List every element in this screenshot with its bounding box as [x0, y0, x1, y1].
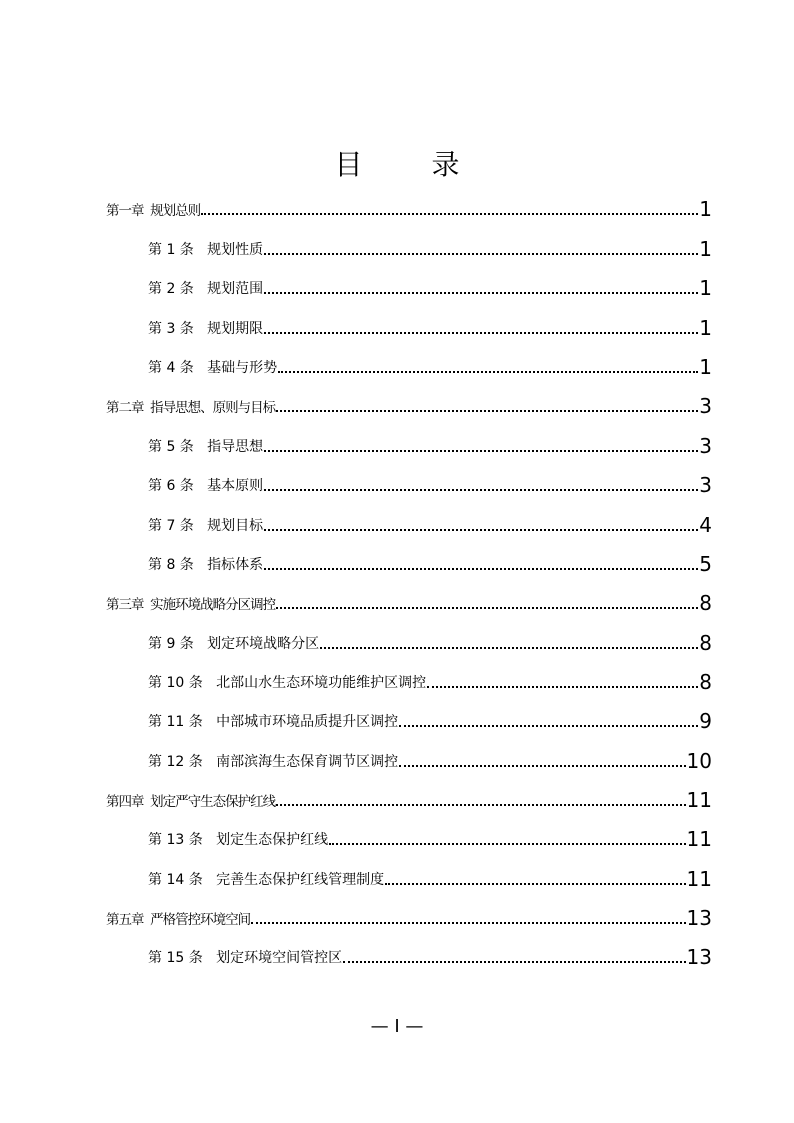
- toc-article-entry[interactable]: [148, 823, 712, 849]
- toc-page-number: 1: [699, 197, 712, 221]
- toc-page-number: 13: [686, 945, 712, 969]
- toc-entry-label: 第四章 划定严守生态保护红线: [106, 794, 276, 810]
- dot-leader: [276, 607, 698, 609]
- toc-entry-label: 第二章 指导思想、原则与目标: [106, 400, 276, 416]
- toc-entry-label: 第三章 实施环境战略分区调控: [106, 597, 276, 613]
- toc-article-entry[interactable]: [148, 548, 712, 574]
- toc-article-entry[interactable]: [148, 745, 712, 771]
- dot-leader: [264, 568, 698, 570]
- toc-page-number: 8: [699, 631, 712, 655]
- dot-leader: [320, 647, 698, 649]
- toc-page-number: 1: [699, 237, 712, 261]
- toc-entry-label: 第 10 条 北部山水生态环境功能维护区调控: [148, 675, 427, 691]
- dot-leader: [201, 213, 698, 215]
- dot-leader: [399, 725, 698, 727]
- toc-page-number: 1: [699, 316, 712, 340]
- toc-page-number: 11: [686, 867, 712, 891]
- toc-page-number: 13: [686, 906, 712, 930]
- toc-entry-label: 第 1 条 规划性质: [148, 242, 264, 258]
- toc-article-entry[interactable]: [148, 469, 712, 495]
- dot-leader: [278, 371, 698, 373]
- dot-leader: [329, 843, 685, 845]
- toc-page-number: 11: [686, 788, 712, 812]
- toc-entry-label: 第一章 规划总则: [106, 203, 201, 219]
- toc-entry-label: 第 15 条 划定环境空间管控区: [148, 950, 343, 966]
- toc-entry-label: 第 2 条 规划范围: [148, 281, 264, 297]
- toc-entry-label: 第 5 条 指导思想: [148, 439, 264, 455]
- dot-leader: [399, 765, 685, 767]
- toc-entry-label: 第 12 条 南部滨海生态保育调节区调控: [148, 754, 399, 770]
- toc-chapter-entry[interactable]: [106, 902, 712, 928]
- dot-leader: [276, 410, 698, 412]
- toc-article-entry[interactable]: [148, 430, 712, 456]
- toc-page-number: 9: [699, 709, 712, 733]
- toc-article-entry[interactable]: [148, 666, 712, 692]
- toc-page-number: 1: [699, 276, 712, 300]
- toc-page-number: 5: [699, 552, 712, 576]
- toc-article-entry[interactable]: [148, 941, 712, 967]
- toc-entry-label: 第 3 条 规划期限: [148, 321, 264, 337]
- toc-entry-label: 第 14 条 完善生态保护红线管理制度: [148, 872, 385, 888]
- dot-leader: [264, 332, 698, 334]
- toc-page-number: 3: [699, 434, 712, 458]
- dot-leader: [264, 292, 698, 294]
- toc-entry-label: 第 11 条 中部城市环境品质提升区调控: [148, 714, 399, 730]
- toc-chapter-entry[interactable]: [106, 784, 712, 810]
- toc-article-entry[interactable]: [148, 863, 712, 889]
- toc-entry-label: 第 13 条 划定生态保护红线: [148, 832, 329, 848]
- dot-leader: [264, 253, 698, 255]
- dot-leader: [264, 489, 698, 491]
- dot-leader: [343, 961, 685, 963]
- toc-article-entry[interactable]: [148, 272, 712, 298]
- page-number-footer: — I —: [370, 1016, 424, 1037]
- page-title: 目 录: [334, 148, 490, 181]
- toc-article-entry[interactable]: [148, 627, 712, 653]
- toc-page-number: 8: [699, 670, 712, 694]
- toc-entry-label: 第 6 条 基本原则: [148, 478, 264, 494]
- toc-page-number: 11: [686, 827, 712, 851]
- toc-entry-label: 第 4 条 基础与形势: [148, 360, 278, 376]
- toc-entry-label: 第五章 严格管控环境空间: [106, 912, 251, 928]
- dot-leader: [264, 529, 698, 531]
- dot-leader: [276, 804, 685, 806]
- toc-article-entry[interactable]: [148, 351, 712, 377]
- dot-leader: [264, 450, 698, 452]
- toc-chapter-entry[interactable]: [106, 390, 712, 416]
- toc-page-number: 3: [699, 473, 712, 497]
- dot-leader: [427, 686, 698, 688]
- toc-chapter-entry[interactable]: [106, 193, 712, 219]
- toc-page-number: 10: [686, 749, 712, 773]
- toc-article-entry[interactable]: [148, 312, 712, 338]
- toc-entry-label: 第 7 条 规划目标: [148, 518, 264, 534]
- toc-page-number: 8: [699, 591, 712, 615]
- toc-article-entry[interactable]: [148, 705, 712, 731]
- toc-entry-label: 第 9 条 划定环境战略分区: [148, 636, 320, 652]
- toc-article-entry[interactable]: [148, 233, 712, 259]
- toc-entry-label: 第 8 条 指标体系: [148, 557, 264, 573]
- toc-article-entry[interactable]: [148, 509, 712, 535]
- toc-page-number: 3: [699, 394, 712, 418]
- toc-chapter-entry[interactable]: [106, 587, 712, 613]
- dot-leader: [251, 922, 685, 924]
- dot-leader: [385, 883, 685, 885]
- toc-page-number: 4: [699, 513, 712, 537]
- toc-page-number: 1: [699, 355, 712, 379]
